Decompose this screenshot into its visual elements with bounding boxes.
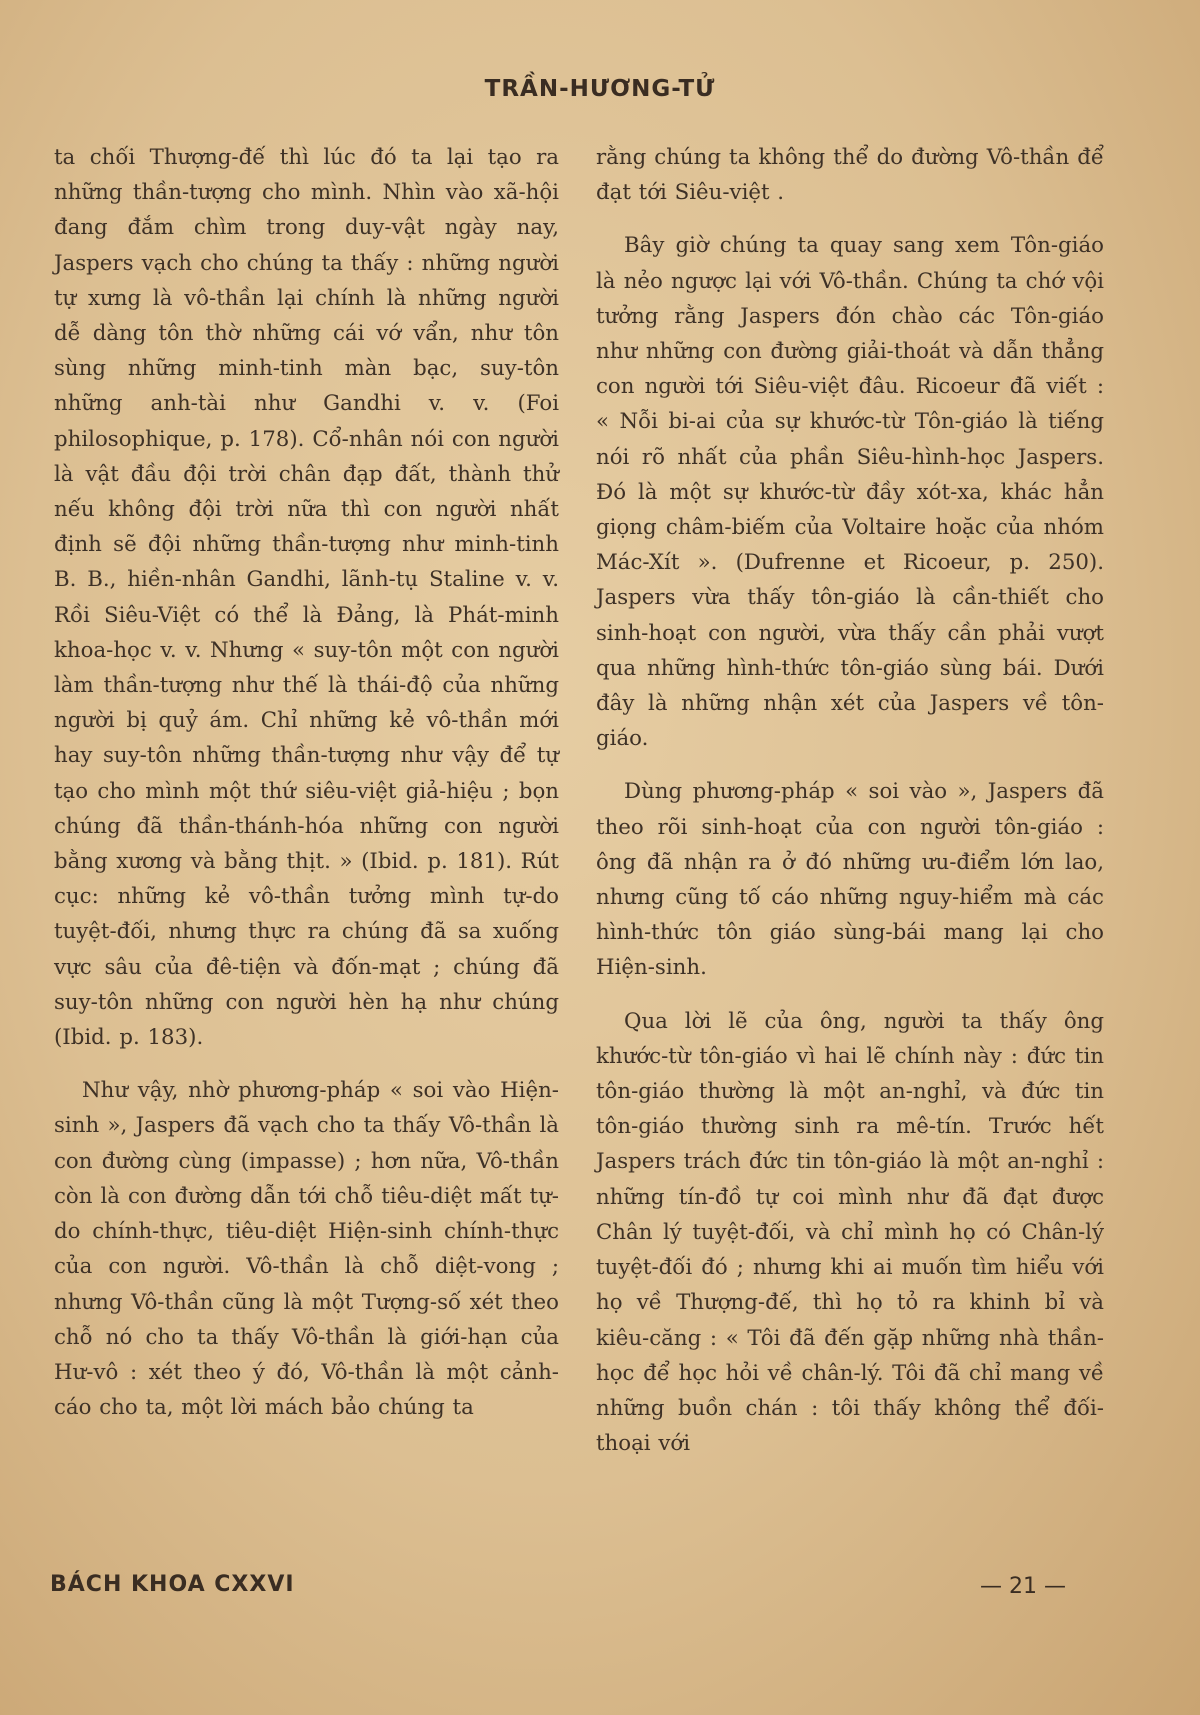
- left-column: [54, 140, 559, 1443]
- running-header-author: TRẦN-HƯƠNG-TỬ: [484, 76, 716, 102]
- paragraph: Bây giờ chúng ta quay sang xem Tôn-giáo là nẻo ngược lại với Vô-thần. Chúng ta chớ vội tưởng rằng Jaspers đón chào các Tôn-giáo như những con đường giải-thoát và dẫn thẳng con người tới Siêu-việt đâu. Ricoeur đã viết : « Nỗi bi-ai của sự khước-từ Tôn-giáo là tiếng nói rõ nhất của phần Siêu-hình-học Jaspers. Đó là một sự khước-từ đầy xót-xa, khác hẳn giọng châm-biếm của Voltaire hoặc của nhóm Mác-Xít ». (Dufrenne et Ricoeur, p. 250). Jaspers vừa thấy tôn-giáo là cần-thiết cho sinh-hoạt con người, vừa thấy cần phải vượt qua những hình-thức tôn-giáo sùng bái. Dưới đây là những nhận xét của Jaspers về tôn-giáo.: [596, 233, 1104, 752]
- right-column: [596, 140, 1104, 1479]
- paragraph: Như vậy, nhờ phương-pháp « soi vào Hiện-sinh », Jaspers đã vạch cho ta thấy Vô-thần là con đường cùng (impasse) ; hơn nữa, Vô-thần còn là con đường dẫn tới chỗ tiêu-diệt mất tự-do chính-thực, tiêu-diệt Hiện-sinh chính-thực của con người. Vô-thần là chỗ diệt-vong ; nhưng Vô-thần cũng là một Tượng-số xét theo chỗ nó cho ta thấy Vô-thần là giới-hạn của Hư-vô : xét theo ý đó, Vô-thần là một cảnh-cáo cho ta, một lời mách bảo chúng ta: [54, 1078, 559, 1421]
- footer-magazine-title: BÁCH KHOA CXXVI: [50, 1572, 295, 1597]
- paragraph: Qua lời lẽ của ông, người ta thấy ông khước-từ tôn-giáo vì hai lẽ chính này : đức tin tôn-giáo thường là một an-nghỉ, và đức tin tôn-giáo thường sinh ra mê-tín. Trước hết Jaspers trách đức tin tôn-giáo là một an-nghỉ : những tín-đồ tự coi mình như đã đạt được Chân lý tuyệt-đối, và chỉ mình họ có Chân-lý tuyệt-đối đó ; nhưng khi ai muốn tìm hiểu với họ về Thượng-đế, thì họ tỏ ra khinh bỉ và kiêu-căng : « Tôi đã đến gặp những nhà thần-học để học hỏi về chân-lý. Tôi đã chỉ mang về những buồn chán : tôi thấy không thể đối-thoại với: [596, 1008, 1104, 1457]
- paragraph: ta chối Thượng-đế thì lúc đó ta lại tạo ra những thần-tượng cho mình. Nhìn vào xã-hội đang đắm chìm trong duy-vật ngày nay, Jaspers vạch cho chúng ta thấy : những người tự xưng là vô-thần lại chính là những người dễ dàng tôn thờ những cái vớ vẩn, như tôn sùng những minh-tinh màn bạc, suy-tôn những anh-tài như Gandhi v. v. (Foi philosophique, p. 178). Cổ-nhân nói con người là vật đầu đội trời chân đạp đất, thành thử nếu không đội trời nữa thì con người nhất định sẽ đội những thần-tượng như minh-tinh B. B., hiền-nhân Gandhi, lãnh-tụ Staline v. v. Rồi Siêu-Việt có thể là Đảng, là Phát-minh khoa-học v. v. Nhưng « suy-tôn một con người làm thần-tượng như thế là thái-độ của những người bị quỷ ám. Chỉ những kẻ vô-thần mới hay suy-tôn những thần-tượng như vậy để tự tạo cho mình một thứ siêu-việt giả-hiệu ; bọn chúng đã thần-thánh-hóa những con người bằng xương và bằng thịt. » (Ibid. p. 181). Rút cục: những kẻ vô-thần tưởng mình tự-do tuyệt-đối, nhưng thực ra chúng đã sa xuống vực sâu của đê-tiện và đốn-mạt ; chúng đã suy-tôn những con người hèn hạ như chúng (Ibid. p. 183).: [54, 145, 559, 1051]
- paragraph: Dùng phương-pháp « soi vào », Jaspers đã theo rõi sinh-hoạt của con người tôn-giáo : ông đã nhận ra ở đó những ưu-điểm lớn lao, nhưng cũng tố cáo những nguy-hiểm mà các hình-thức tôn giáo sùng-bái mang lại cho Hiện-sinh.: [596, 779, 1104, 981]
- footer-page-number: — 21 —: [980, 1574, 1066, 1599]
- paragraph: rằng chúng ta không thể do đường Vô-thần để đạt tới Siêu-việt .: [596, 145, 1104, 206]
